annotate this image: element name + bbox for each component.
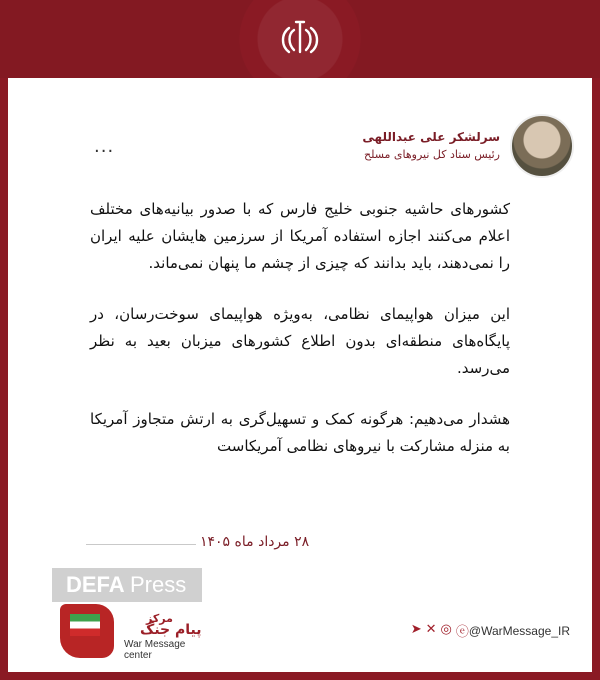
handle-text: @WarMessage_IR <box>468 623 570 638</box>
author-title: رئیس ستاد کل نیروهای مسلح <box>363 148 500 161</box>
date-divider <box>86 544 196 545</box>
watermark-logo <box>52 568 202 660</box>
avatar[interactable] <box>510 114 574 178</box>
author-info <box>362 128 500 164</box>
statement-body <box>90 196 510 484</box>
header-band <box>0 0 600 78</box>
paragraph-1: کشورهای حاشیه جنوبی خلیج فارس که با صدور بیانیه‌های مختلف اعلام می‌کنند اجازه استفاده آمریکا از سرزمین هایشان علیه ایران را نمی‌دهند، باید بدانند که چیزی از چشم ما پنهان نمی‌ماند. <box>90 200 510 272</box>
statement-card <box>8 78 592 672</box>
x-icon[interactable]: ✕ <box>425 621 437 636</box>
markaz-label: مرکز <box>146 612 173 625</box>
iran-emblem-icon <box>276 16 324 64</box>
defa-press-logo <box>52 568 202 602</box>
center-label: center <box>124 650 152 661</box>
social-handle[interactable] <box>403 621 570 640</box>
social-icons <box>411 621 469 640</box>
iran-flag-icon <box>70 614 100 636</box>
eitaa-icon[interactable]: ⓔ <box>455 624 469 639</box>
payam-jang-label: پیام جنگ <box>140 622 202 638</box>
instagram-icon[interactable]: ◎ <box>440 621 452 636</box>
telegram-icon[interactable]: ➤ <box>410 621 422 636</box>
author-profile[interactable] <box>362 114 574 178</box>
post-date: ۲۸ مرداد ماه ۱۴۰۵ <box>200 534 310 550</box>
defa-brand: DEFA <box>66 572 124 597</box>
paragraph-2: این میزان هواپیمای نظامی، به‌ویژه هواپیمای سوخت‌رسان، در پایگاه‌های منطقه‌ای بدون اطلاع کشورهای میزبان بعید به نظر می‌رسد. <box>90 305 510 377</box>
more-options-icon[interactable]: ... <box>94 136 115 157</box>
paragraph-3: هشدار می‌دهیم: هرگونه کمک و تسهیل‌گری به ارتش متجاوز آمریکا به منزله مشارکت با نیروهای نظامی آمریکاست <box>90 410 510 455</box>
war-message-label: War Message <box>124 639 186 650</box>
author-name: سرلشکر علی عبداللهی <box>362 130 500 144</box>
defa-press-word: Press <box>129 572 187 597</box>
